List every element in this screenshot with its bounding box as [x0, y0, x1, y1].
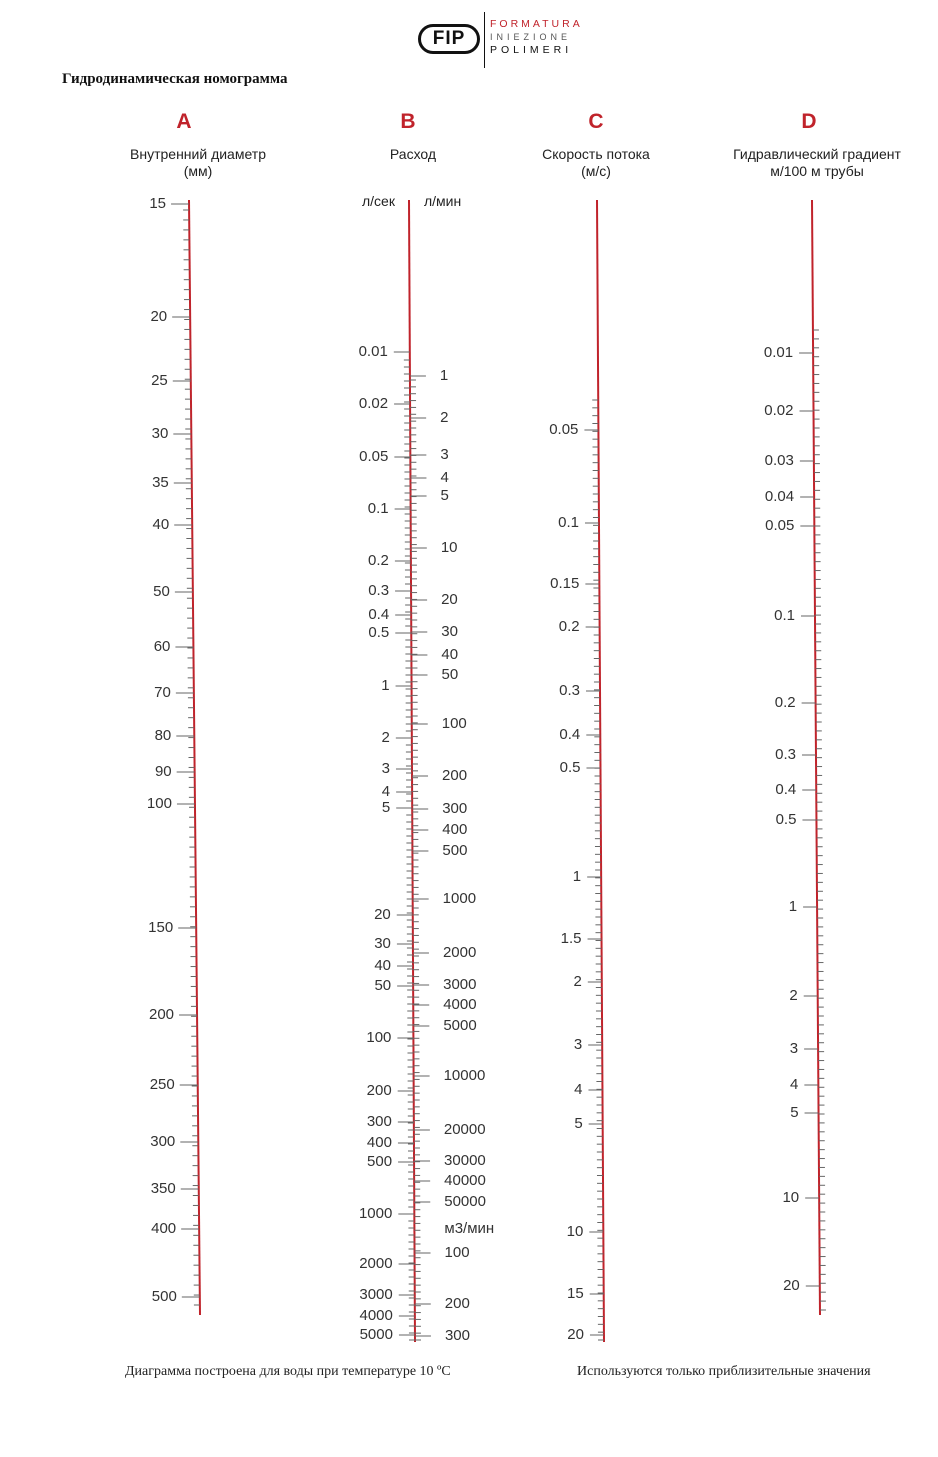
scale-a-label: 100: [146, 794, 172, 812]
scale-b-right-label: 20000: [443, 1120, 486, 1138]
scale-c-label: 4: [574, 1080, 583, 1098]
scale-d-letter: D: [801, 110, 817, 133]
scale-b-right-label: 200: [444, 1294, 470, 1312]
scale-c-label: 15: [567, 1284, 584, 1302]
scale-b-left-label: 200: [366, 1081, 392, 1099]
scale-a-label: 500: [151, 1287, 177, 1305]
scale-b-right-label: 100: [444, 1243, 470, 1261]
scale-b-left-label: 2: [381, 728, 390, 746]
scale-b-right-label: 3000: [443, 975, 477, 993]
scale-d-label: 0.05: [765, 516, 795, 534]
scale-b-right-label: 200: [442, 766, 468, 784]
scale-d-desc-line2: м/100 м трубы: [770, 163, 864, 179]
scale-a-label: 20: [150, 307, 168, 325]
scale-c-label: 0.05: [549, 420, 579, 438]
footer-note-approximate: Используются только приблизительные значения: [577, 1364, 871, 1379]
scale-b-left-label: 5: [381, 798, 391, 816]
scale-b-left-label: 3: [381, 759, 390, 777]
scale-b-right-label: 1000: [442, 889, 477, 907]
footer-note-temperature: Диаграмма построена для воды при температуре 10 ºC: [125, 1364, 451, 1379]
scale-a-label: 60: [153, 637, 171, 655]
scale-d-label: 10: [782, 1188, 800, 1206]
scale-d-label: 0.01: [763, 343, 794, 361]
scale-b-left-label: 300: [366, 1112, 392, 1130]
scale-d-desc-line1: Гидравлический градиент: [733, 146, 901, 162]
scale-b-right-label: 10: [440, 538, 458, 556]
scale-a-label: 400: [151, 1219, 177, 1237]
scale-b-right-label: 40: [441, 645, 459, 663]
scale-a-label: 80: [154, 726, 172, 744]
scale-b-right-label: 300: [442, 799, 468, 817]
scale-c-label: 0.15: [550, 574, 580, 592]
scale-b-right-label: 4000: [443, 995, 477, 1013]
scale-b-right-label: 3: [440, 445, 449, 463]
scale-a-label: 25: [151, 371, 168, 389]
scale-c-label: 3: [573, 1035, 583, 1053]
scale-b-left-label: 0.2: [368, 551, 389, 569]
scale-a-desc-line1: Внутренний диаметр: [130, 146, 266, 162]
scale-b-left-label: 50: [374, 976, 392, 994]
scale-d-label: 3: [789, 1039, 799, 1057]
logo-word-formatura: FORMATURA: [490, 18, 583, 30]
scale-b-left-label: 0.1: [367, 499, 389, 517]
scale-d-label: 5: [790, 1103, 799, 1121]
scale-a-desc-line2: (мм): [183, 163, 213, 179]
scale-c-label: 1: [572, 867, 582, 885]
scale-d-label: 0.5: [775, 810, 797, 828]
scale-a-label: 70: [154, 683, 171, 701]
scale-b-left-label: 20: [374, 905, 391, 923]
scale-b-unit-m3min: м3/мин: [444, 1219, 495, 1237]
scale-b-right-label: 2000: [442, 943, 477, 961]
scale-c-label: 0.2: [558, 617, 580, 635]
scale-b-right-label: 30000: [444, 1151, 486, 1169]
scale-b-left-label: 40: [374, 956, 392, 974]
scale-b-left-label: 30: [374, 934, 391, 952]
scale-b-left-label: 5000: [359, 1325, 393, 1343]
logo-word-iniezione: INIEZIONE: [490, 32, 572, 42]
fip-logo-mark: FIP: [418, 24, 480, 54]
scale-c-label: 20: [567, 1325, 584, 1343]
scale-b-left-label: 0.05: [359, 447, 389, 465]
scale-b-left-label: 0.3: [368, 581, 390, 599]
scale-b-left-label: 0.5: [368, 623, 390, 641]
scale-c-letter: C: [588, 110, 604, 133]
scale-d-label: 0.1: [774, 606, 795, 624]
scale-c-desc-line2: (м/с): [581, 163, 611, 179]
scale-b-right-label: 500: [442, 841, 468, 859]
scale-d-label: 0.2: [774, 693, 796, 711]
scale-b-left-label: 100: [366, 1028, 392, 1046]
scale-b-left-label: 4: [381, 782, 391, 800]
scale-b-right-label: 50000: [444, 1192, 486, 1210]
scale-b-unit-lsec: л/сек: [362, 193, 395, 209]
scale-d-label: 4: [790, 1075, 799, 1093]
scale-b-right-label: 4: [440, 468, 449, 486]
scale-a-label: 350: [150, 1179, 176, 1197]
page-title: Гидродинамическая номограмма: [62, 71, 288, 87]
scale-d-label: 20: [783, 1276, 800, 1294]
scale-c-label: 0.5: [559, 758, 581, 776]
scale-b-right-label: 30: [441, 622, 458, 640]
scale-d-label: 0.4: [775, 780, 797, 798]
scale-b-right-label: 10000: [443, 1066, 486, 1084]
scale-a-letter: A: [176, 110, 192, 133]
scale-d-label: 2: [789, 986, 798, 1004]
scale-c-label: 5: [574, 1114, 583, 1132]
scale-d-label: 0.04: [764, 487, 795, 505]
scale-c-label: 0.3: [559, 681, 581, 699]
scale-c-label: 0.4: [559, 725, 581, 743]
scale-b-right-label: 1: [439, 366, 449, 384]
scale-a-label: 35: [152, 473, 169, 491]
scale-c-label: 0.1: [558, 513, 579, 531]
scale-b-right-label: 50: [441, 665, 459, 683]
scale-a-label: 50: [153, 582, 170, 600]
scale-a-label: 200: [149, 1005, 175, 1023]
scale-b-left-label: 1: [381, 676, 390, 694]
scale-d-label: 0.3: [775, 745, 796, 763]
scale-b-letter: B: [400, 110, 416, 133]
scale-a-label: 90: [154, 762, 172, 780]
scale-a-label: 250: [149, 1075, 175, 1093]
scale-c-label: 1.5: [560, 929, 582, 947]
scale-b-unit-lmin: л/мин: [424, 193, 462, 209]
scale-b-left-label: 4000: [359, 1306, 393, 1324]
scale-c-desc-line1: Скорость потока: [542, 146, 650, 162]
scale-a-label: 15: [149, 194, 167, 212]
scale-b-left-label: 0.02: [358, 394, 389, 412]
scale-b-left-label: 3000: [359, 1285, 393, 1303]
scale-c-label: 10: [566, 1222, 584, 1240]
scale-c-label: 2: [573, 972, 582, 990]
scale-b-right-label: 20: [441, 590, 458, 608]
scale-b-right-label: 5000: [443, 1016, 477, 1034]
scale-b-left-label: 1000: [358, 1204, 393, 1222]
scale-b-right-label: 300: [444, 1326, 470, 1344]
logo-word-polimeri: POLIMERI: [490, 44, 573, 56]
scale-a-label: 30: [151, 424, 169, 442]
scale-b-left-label: 500: [367, 1152, 393, 1170]
scale-b-left-label: 0.4: [368, 605, 390, 623]
scale-b-left-label: 400: [366, 1133, 392, 1151]
scale-a-label: 40: [152, 515, 170, 533]
scale-a-label: 300: [150, 1132, 176, 1150]
scale-a-label: 150: [148, 918, 174, 936]
scale-b-right-label: 2: [440, 408, 449, 426]
scale-b-desc-line1: Расход: [389, 146, 437, 162]
scale-d-label: 0.03: [764, 451, 794, 469]
scale-b-left-label: 0.01: [358, 342, 388, 360]
scale-b-right-label: 5: [440, 486, 449, 504]
scale-d-label: 0.02: [764, 401, 794, 419]
scale-b-right-label: 40000: [444, 1171, 486, 1189]
scale-b-left-label: 2000: [359, 1254, 393, 1272]
scale-d-label: 1: [788, 897, 798, 915]
scale-c-line: [597, 200, 604, 1342]
scale-b-right-label: 100: [441, 714, 467, 732]
scale-b-right-label: 400: [442, 820, 468, 838]
